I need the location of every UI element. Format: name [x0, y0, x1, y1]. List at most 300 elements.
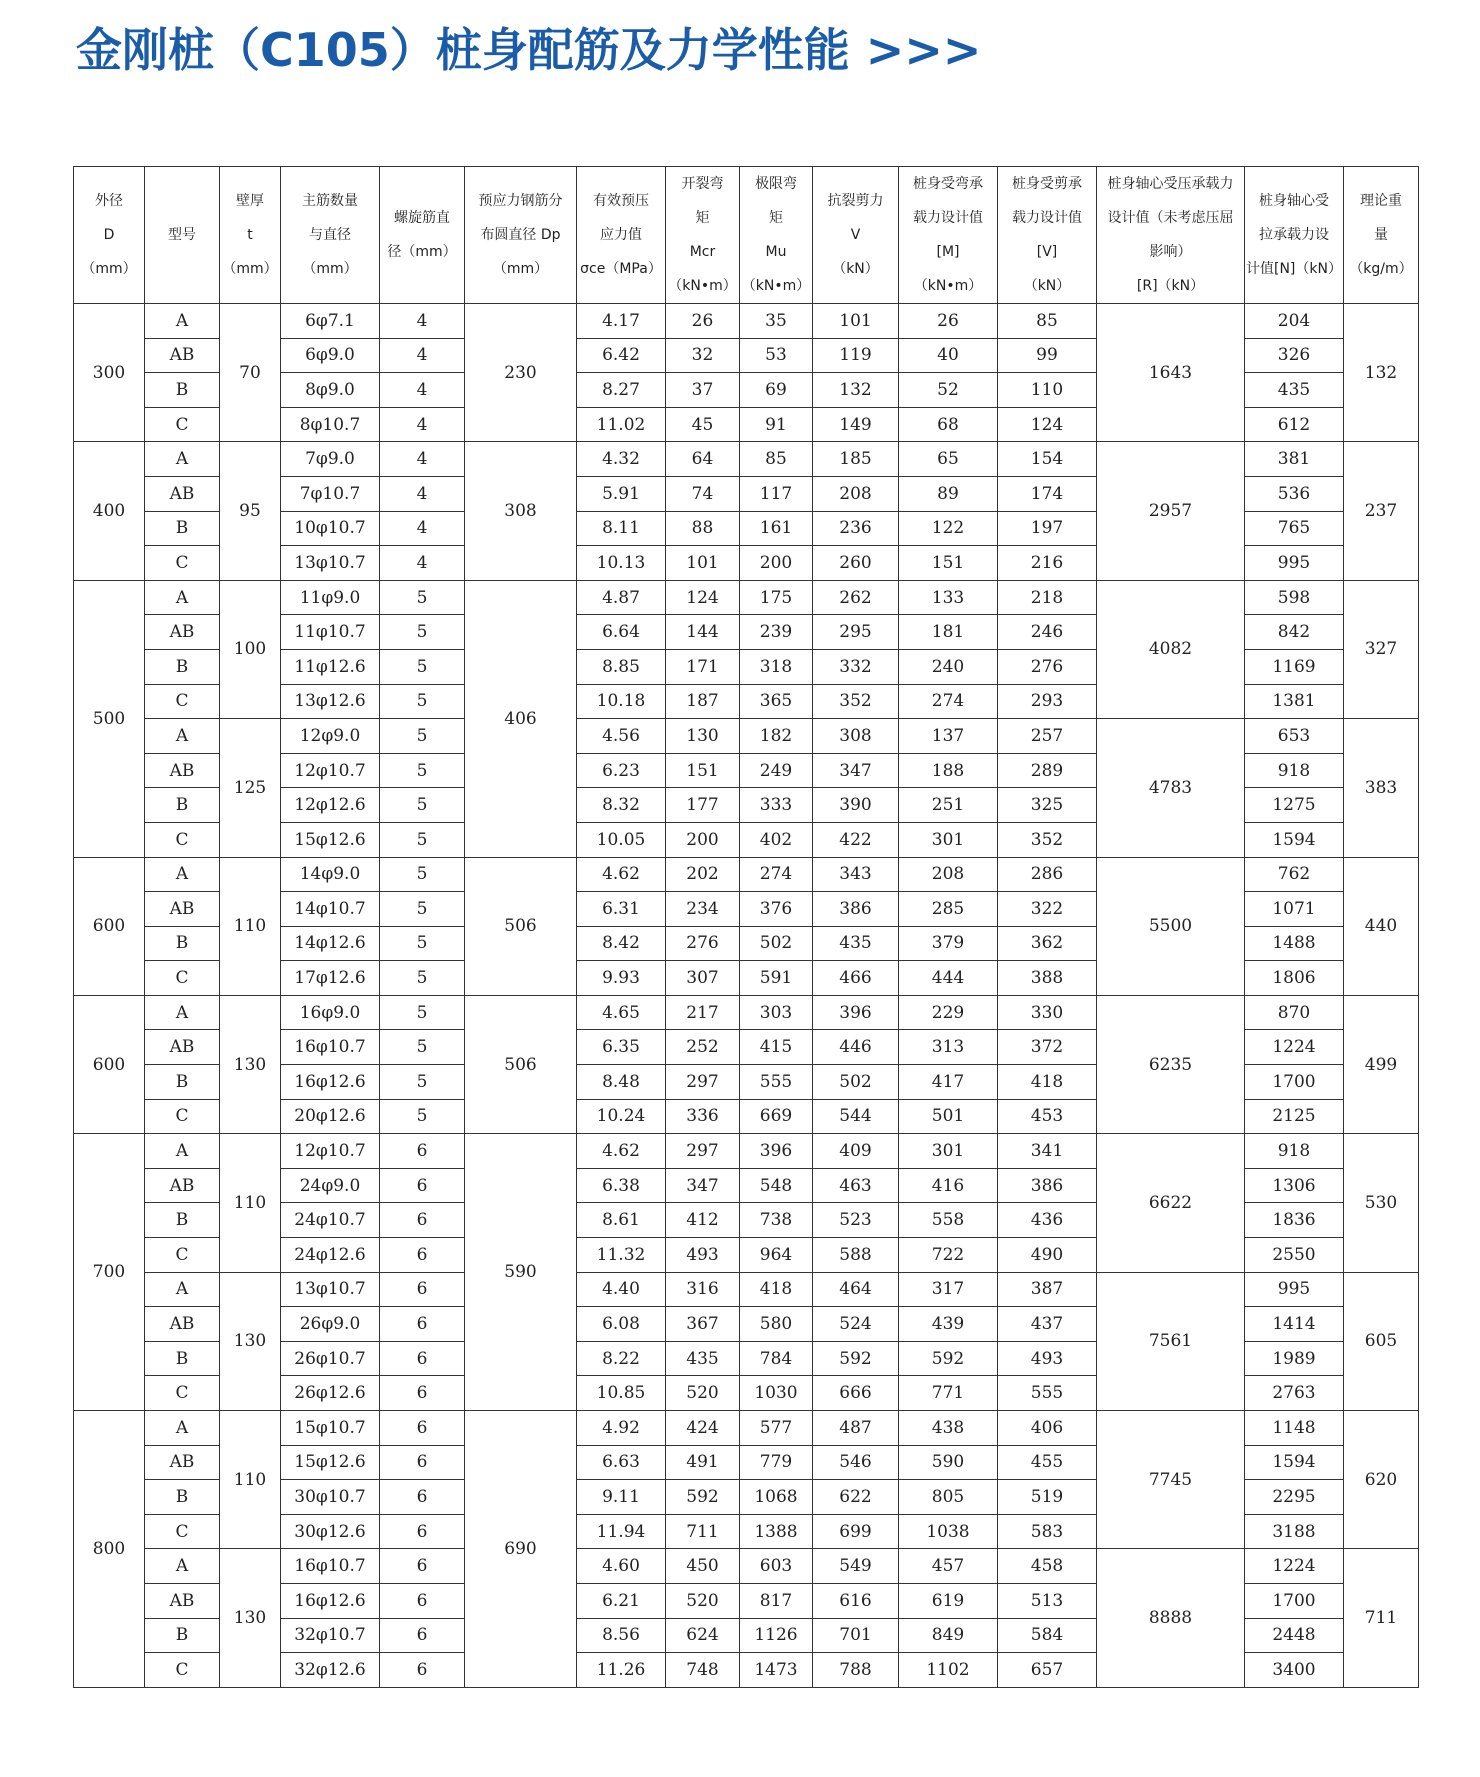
model-cell: C [145, 1238, 220, 1273]
header-cell [145, 167, 220, 304]
model-cell: AB [145, 1030, 220, 1065]
header-line: 桩身受弯承 [913, 176, 983, 192]
spiral-rebar-cell: 5 [380, 892, 465, 927]
header-line: t [247, 227, 253, 243]
value-cell: 171 [666, 649, 740, 684]
model-cell: A [145, 857, 220, 892]
prestress-circle-cell: 590 [465, 1134, 577, 1411]
value-cell: 208 [813, 476, 899, 511]
value-cell: 5.91 [577, 476, 666, 511]
main-rebar-cell: 15φ12.6 [281, 1445, 380, 1480]
main-rebar-cell: 17φ12.6 [281, 961, 380, 996]
model-cell: B [145, 926, 220, 961]
value-cell: 11.26 [577, 1653, 666, 1688]
value-cell: 182 [740, 719, 813, 754]
value-cell: 669 [740, 1099, 813, 1134]
value-cell: 520 [666, 1376, 740, 1411]
value-cell: 293 [998, 684, 1097, 719]
weight-cell: 605 [1344, 1272, 1419, 1410]
value-cell: 849 [899, 1618, 998, 1653]
value-cell: 276 [998, 649, 1097, 684]
value-cell: 544 [813, 1099, 899, 1134]
table-header [74, 167, 1419, 304]
value-cell: 286 [998, 857, 1097, 892]
spiral-rebar-cell: 6 [380, 1134, 465, 1169]
value-cell: 332 [813, 649, 899, 684]
main-rebar-cell: 6φ9.0 [281, 338, 380, 373]
value-cell: 466 [813, 961, 899, 996]
main-rebar-cell: 16φ9.0 [281, 995, 380, 1030]
value-cell: 493 [998, 1341, 1097, 1376]
spiral-rebar-cell: 4 [380, 304, 465, 339]
outer-diameter-cell: 400 [74, 442, 145, 580]
spiral-rebar-cell: 6 [380, 1480, 465, 1515]
header-line: （mm） [81, 261, 137, 277]
prestress-circle-cell: 690 [465, 1411, 577, 1688]
value-cell: 26 [899, 304, 998, 339]
value-cell: 592 [899, 1341, 998, 1376]
axial-tension-cell: 1306 [1245, 1168, 1344, 1203]
header-cell [281, 167, 380, 304]
header-line: 抗裂剪力 [827, 193, 884, 209]
header-line: 有效预压 [593, 193, 649, 209]
value-cell: 249 [740, 753, 813, 788]
model-cell: A [145, 442, 220, 477]
value-cell: 239 [740, 615, 813, 650]
value-cell: 524 [813, 1307, 899, 1342]
value-cell: 317 [899, 1272, 998, 1307]
spiral-rebar-cell: 5 [380, 615, 465, 650]
main-rebar-cell: 32φ12.6 [281, 1653, 380, 1688]
model-cell: C [145, 1099, 220, 1134]
value-cell: 376 [740, 892, 813, 927]
header-line: V [850, 227, 861, 243]
spiral-rebar-cell: 6 [380, 1445, 465, 1480]
value-cell: 252 [666, 1030, 740, 1065]
axial-tension-cell: 995 [1245, 1272, 1344, 1307]
axial-tension-cell: 995 [1245, 546, 1344, 581]
value-cell: 4.87 [577, 580, 666, 615]
value-cell: 588 [813, 1238, 899, 1273]
axial-tension-cell: 612 [1245, 407, 1344, 442]
value-cell: 386 [998, 1168, 1097, 1203]
value-cell: 583 [998, 1514, 1097, 1549]
pile-spec-table [73, 166, 1419, 1688]
main-rebar-cell: 12φ10.7 [281, 753, 380, 788]
main-rebar-cell: 30φ10.7 [281, 1480, 380, 1515]
axial-tension-cell: 3400 [1245, 1653, 1344, 1688]
value-cell: 436 [998, 1203, 1097, 1238]
axial-tension-cell: 1224 [1245, 1030, 1344, 1065]
value-cell: 318 [740, 649, 813, 684]
value-cell: 388 [998, 961, 1097, 996]
axial-compression-cell: 7745 [1097, 1411, 1245, 1549]
value-cell: 301 [899, 1134, 998, 1169]
header-cell [740, 167, 813, 304]
value-cell: 415 [740, 1030, 813, 1065]
model-cell: AB [145, 615, 220, 650]
value-cell: 817 [740, 1583, 813, 1618]
model-cell: AB [145, 1168, 220, 1203]
value-cell: 99 [998, 338, 1097, 373]
value-cell: 396 [740, 1134, 813, 1169]
value-cell: 297 [666, 1065, 740, 1100]
value-cell: 9.93 [577, 961, 666, 996]
model-cell: B [145, 649, 220, 684]
value-cell: 1102 [899, 1653, 998, 1688]
value-cell: 523 [813, 1203, 899, 1238]
table-row [74, 304, 1419, 339]
value-cell: 555 [740, 1065, 813, 1100]
main-rebar-cell: 16φ10.7 [281, 1549, 380, 1584]
axial-tension-cell: 870 [1245, 995, 1344, 1030]
value-cell: 65 [899, 442, 998, 477]
header-line: 拉承载力设 [1259, 227, 1329, 243]
spiral-rebar-cell: 5 [380, 926, 465, 961]
model-cell: C [145, 1376, 220, 1411]
main-rebar-cell: 20φ12.6 [281, 1099, 380, 1134]
header-line: [V] [1036, 244, 1058, 260]
value-cell: 64 [666, 442, 740, 477]
value-cell: 502 [813, 1065, 899, 1100]
value-cell: 446 [813, 1030, 899, 1065]
axial-compression-cell: 5500 [1097, 857, 1245, 995]
header-line: 影响） [1149, 244, 1192, 260]
page-title: 金刚桩（C105）桩身配筋及力学性能 >>> [76, 23, 982, 77]
main-rebar-cell: 8φ9.0 [281, 373, 380, 408]
value-cell: 316 [666, 1272, 740, 1307]
value-cell: 307 [666, 961, 740, 996]
value-cell: 117 [740, 476, 813, 511]
value-cell: 738 [740, 1203, 813, 1238]
axial-tension-cell: 1148 [1245, 1411, 1344, 1446]
value-cell: 40 [899, 338, 998, 373]
spiral-rebar-cell: 5 [380, 1065, 465, 1100]
spiral-rebar-cell: 5 [380, 961, 465, 996]
header-line: [R]（kN） [1136, 278, 1205, 294]
model-cell: C [145, 1514, 220, 1549]
model-cell: AB [145, 476, 220, 511]
wall-thickness-cell: 130 [220, 1549, 281, 1687]
value-cell: 444 [899, 961, 998, 996]
value-cell: 417 [899, 1065, 998, 1100]
value-cell: 325 [998, 788, 1097, 823]
main-rebar-cell: 30φ12.6 [281, 1514, 380, 1549]
value-cell: 386 [813, 892, 899, 927]
value-cell: 11.02 [577, 407, 666, 442]
prestress-circle-cell: 506 [465, 995, 577, 1133]
outer-diameter-cell: 600 [74, 995, 145, 1133]
value-cell: 10.13 [577, 546, 666, 581]
prestress-circle-cell: 506 [465, 857, 577, 995]
value-cell: 285 [899, 892, 998, 927]
wall-thickness-cell: 110 [220, 1411, 281, 1549]
main-rebar-cell: 16φ10.7 [281, 1030, 380, 1065]
value-cell: 379 [899, 926, 998, 961]
value-cell: 197 [998, 511, 1097, 546]
header-cell [899, 167, 998, 304]
main-rebar-cell: 12φ9.0 [281, 719, 380, 754]
header-line: （mm） [492, 261, 549, 277]
table-row [74, 857, 1419, 892]
axial-tension-cell: 1381 [1245, 684, 1344, 719]
spiral-rebar-cell: 6 [380, 1411, 465, 1446]
value-cell: 590 [899, 1445, 998, 1480]
header-line: 开裂弯 [681, 176, 724, 192]
value-cell: 188 [899, 753, 998, 788]
value-cell: 301 [899, 822, 998, 857]
value-cell: 8.11 [577, 511, 666, 546]
value-cell: 577 [740, 1411, 813, 1446]
value-cell: 619 [899, 1583, 998, 1618]
header-line: （kN•m） [668, 278, 737, 294]
value-cell: 297 [666, 1134, 740, 1169]
value-cell: 236 [813, 511, 899, 546]
value-cell: 372 [998, 1030, 1097, 1065]
value-cell: 91 [740, 407, 813, 442]
axial-tension-cell: 204 [1245, 304, 1344, 339]
value-cell: 546 [813, 1445, 899, 1480]
spiral-rebar-cell: 6 [380, 1653, 465, 1688]
value-cell: 101 [813, 304, 899, 339]
header-cell [577, 167, 666, 304]
value-cell: 362 [998, 926, 1097, 961]
header-line: 应力值 [600, 227, 642, 243]
value-cell: 6.08 [577, 1307, 666, 1342]
value-cell: 52 [899, 373, 998, 408]
value-cell: 463 [813, 1168, 899, 1203]
main-rebar-cell: 26φ12.6 [281, 1376, 380, 1411]
spiral-rebar-cell: 6 [380, 1238, 465, 1273]
value-cell: 502 [740, 926, 813, 961]
axial-tension-cell: 435 [1245, 373, 1344, 408]
value-cell: 748 [666, 1653, 740, 1688]
value-cell: 313 [899, 1030, 998, 1065]
value-cell: 519 [998, 1480, 1097, 1515]
value-cell: 6.23 [577, 753, 666, 788]
model-cell: C [145, 546, 220, 581]
header-line: 理论重 [1360, 193, 1402, 209]
axial-compression-cell: 4082 [1097, 580, 1245, 718]
value-cell: 513 [998, 1583, 1097, 1618]
value-cell: 35 [740, 304, 813, 339]
spiral-rebar-cell: 5 [380, 822, 465, 857]
spiral-rebar-cell: 5 [380, 788, 465, 823]
value-cell: 8.85 [577, 649, 666, 684]
wall-thickness-cell: 130 [220, 995, 281, 1133]
value-cell: 4.62 [577, 857, 666, 892]
header-line: 径（mm） [387, 244, 457, 260]
main-rebar-cell: 12φ12.6 [281, 788, 380, 823]
table-row [74, 1134, 1419, 1169]
axial-tension-cell: 381 [1245, 442, 1344, 477]
value-cell: 53 [740, 338, 813, 373]
value-cell: 11.32 [577, 1238, 666, 1273]
wall-thickness-cell: 125 [220, 719, 281, 857]
value-cell: 352 [813, 684, 899, 719]
header-line: 量 [1374, 227, 1388, 243]
header-line: 载力设计值 [1012, 210, 1082, 226]
weight-cell: 327 [1344, 580, 1419, 718]
main-rebar-cell: 14φ10.7 [281, 892, 380, 927]
value-cell: 548 [740, 1168, 813, 1203]
value-cell: 229 [899, 995, 998, 1030]
weight-cell: 499 [1344, 995, 1419, 1133]
outer-diameter-cell: 600 [74, 857, 145, 995]
value-cell: 390 [813, 788, 899, 823]
spiral-rebar-cell: 4 [380, 407, 465, 442]
value-cell: 4.17 [577, 304, 666, 339]
header-cell [1245, 167, 1344, 304]
weight-cell: 132 [1344, 304, 1419, 442]
value-cell: 418 [740, 1272, 813, 1307]
header-line: 型号 [168, 227, 196, 243]
value-cell: 6.31 [577, 892, 666, 927]
value-cell: 580 [740, 1307, 813, 1342]
prestress-circle-cell: 230 [465, 304, 577, 442]
header-line: 矩 [695, 210, 710, 226]
table-row [74, 1549, 1419, 1584]
main-rebar-cell: 15φ12.6 [281, 822, 380, 857]
main-rebar-cell: 14φ9.0 [281, 857, 380, 892]
value-cell: 181 [899, 615, 998, 650]
axial-tension-cell: 762 [1245, 857, 1344, 892]
value-cell: 10.18 [577, 684, 666, 719]
model-cell: B [145, 1480, 220, 1515]
value-cell: 964 [740, 1238, 813, 1273]
table-row [74, 1411, 1419, 1446]
value-cell: 124 [998, 407, 1097, 442]
axial-tension-cell: 1594 [1245, 1445, 1344, 1480]
value-cell: 464 [813, 1272, 899, 1307]
spiral-rebar-cell: 4 [380, 338, 465, 373]
model-cell: A [145, 1549, 220, 1584]
value-cell: 101 [666, 546, 740, 581]
header-line: （kN） [832, 261, 879, 277]
value-cell: 722 [899, 1238, 998, 1273]
axial-compression-cell: 6235 [1097, 995, 1245, 1133]
wall-thickness-cell: 130 [220, 1272, 281, 1410]
table-row [74, 580, 1419, 615]
value-cell: 217 [666, 995, 740, 1030]
value-cell: 175 [740, 580, 813, 615]
axial-compression-cell: 6622 [1097, 1134, 1245, 1272]
header-cell [1344, 167, 1419, 304]
value-cell: 137 [899, 719, 998, 754]
value-cell: 406 [998, 1411, 1097, 1446]
value-cell: 412 [666, 1203, 740, 1238]
wall-thickness-cell: 95 [220, 442, 281, 580]
value-cell: 450 [666, 1549, 740, 1584]
weight-cell: 711 [1344, 1549, 1419, 1687]
axial-tension-cell: 1275 [1245, 788, 1344, 823]
header-line: 螺旋筋直 [394, 210, 450, 226]
header-line: σce（MPa） [580, 261, 662, 277]
value-cell: 85 [998, 304, 1097, 339]
value-cell: 154 [998, 442, 1097, 477]
spiral-rebar-cell: 4 [380, 373, 465, 408]
axial-tension-cell: 326 [1245, 338, 1344, 373]
value-cell: 10.05 [577, 822, 666, 857]
value-cell: 177 [666, 788, 740, 823]
header-line: 布圆直径 Dp [480, 227, 561, 243]
header-cell [666, 167, 740, 304]
header-cell [74, 167, 145, 304]
spiral-rebar-cell: 5 [380, 857, 465, 892]
value-cell: 701 [813, 1618, 899, 1653]
spiral-rebar-cell: 6 [380, 1341, 465, 1376]
value-cell: 592 [666, 1480, 740, 1515]
spiral-rebar-cell: 6 [380, 1307, 465, 1342]
wall-thickness-cell: 70 [220, 304, 281, 442]
header-line: 载力设计值 [913, 210, 983, 226]
value-cell: 6.64 [577, 615, 666, 650]
value-cell: 149 [813, 407, 899, 442]
header-line: 矩 [769, 210, 783, 226]
spiral-rebar-cell: 5 [380, 580, 465, 615]
main-rebar-cell: 12φ10.7 [281, 1134, 380, 1169]
main-rebar-cell: 13φ10.7 [281, 1272, 380, 1307]
value-cell: 458 [998, 1549, 1097, 1584]
value-cell: 501 [899, 1099, 998, 1134]
weight-cell: 530 [1344, 1134, 1419, 1272]
value-cell: 251 [899, 788, 998, 823]
value-cell: 624 [666, 1618, 740, 1653]
value-cell: 439 [899, 1307, 998, 1342]
value-cell: 151 [666, 753, 740, 788]
value-cell: 202 [666, 857, 740, 892]
header-line: 桩身轴心受 [1259, 193, 1329, 209]
prestress-circle-cell: 406 [465, 580, 577, 857]
spiral-rebar-cell: 6 [380, 1168, 465, 1203]
value-cell: 8.61 [577, 1203, 666, 1238]
axial-tension-cell: 3188 [1245, 1514, 1344, 1549]
value-cell: 85 [740, 442, 813, 477]
spiral-rebar-cell: 5 [380, 1099, 465, 1134]
main-rebar-cell: 11φ10.7 [281, 615, 380, 650]
spiral-rebar-cell: 6 [380, 1618, 465, 1653]
main-rebar-cell: 14φ12.6 [281, 926, 380, 961]
value-cell: 9.11 [577, 1480, 666, 1515]
spiral-rebar-cell: 6 [380, 1272, 465, 1307]
value-cell: 174 [998, 476, 1097, 511]
outer-diameter-cell: 700 [74, 1134, 145, 1411]
value-cell: 422 [813, 822, 899, 857]
main-rebar-cell: 24φ12.6 [281, 1238, 380, 1273]
table-row [74, 442, 1419, 477]
value-cell: 187 [666, 684, 740, 719]
outer-diameter-cell: 800 [74, 1411, 145, 1688]
header-cell [220, 167, 281, 304]
spiral-rebar-cell: 4 [380, 511, 465, 546]
value-cell: 124 [666, 580, 740, 615]
value-cell: 295 [813, 615, 899, 650]
spiral-rebar-cell: 6 [380, 1583, 465, 1618]
header-cell [813, 167, 899, 304]
spiral-rebar-cell: 6 [380, 1549, 465, 1584]
outer-diameter-cell: 500 [74, 580, 145, 857]
axial-tension-cell: 842 [1245, 615, 1344, 650]
model-cell: B [145, 373, 220, 408]
spiral-rebar-cell: 5 [380, 1030, 465, 1065]
main-rebar-cell: 11φ12.6 [281, 649, 380, 684]
header-line: （kN） [1023, 278, 1071, 294]
value-cell: 234 [666, 892, 740, 927]
value-cell: 246 [998, 615, 1097, 650]
model-cell: B [145, 511, 220, 546]
value-cell: 699 [813, 1514, 899, 1549]
value-cell: 558 [899, 1203, 998, 1238]
